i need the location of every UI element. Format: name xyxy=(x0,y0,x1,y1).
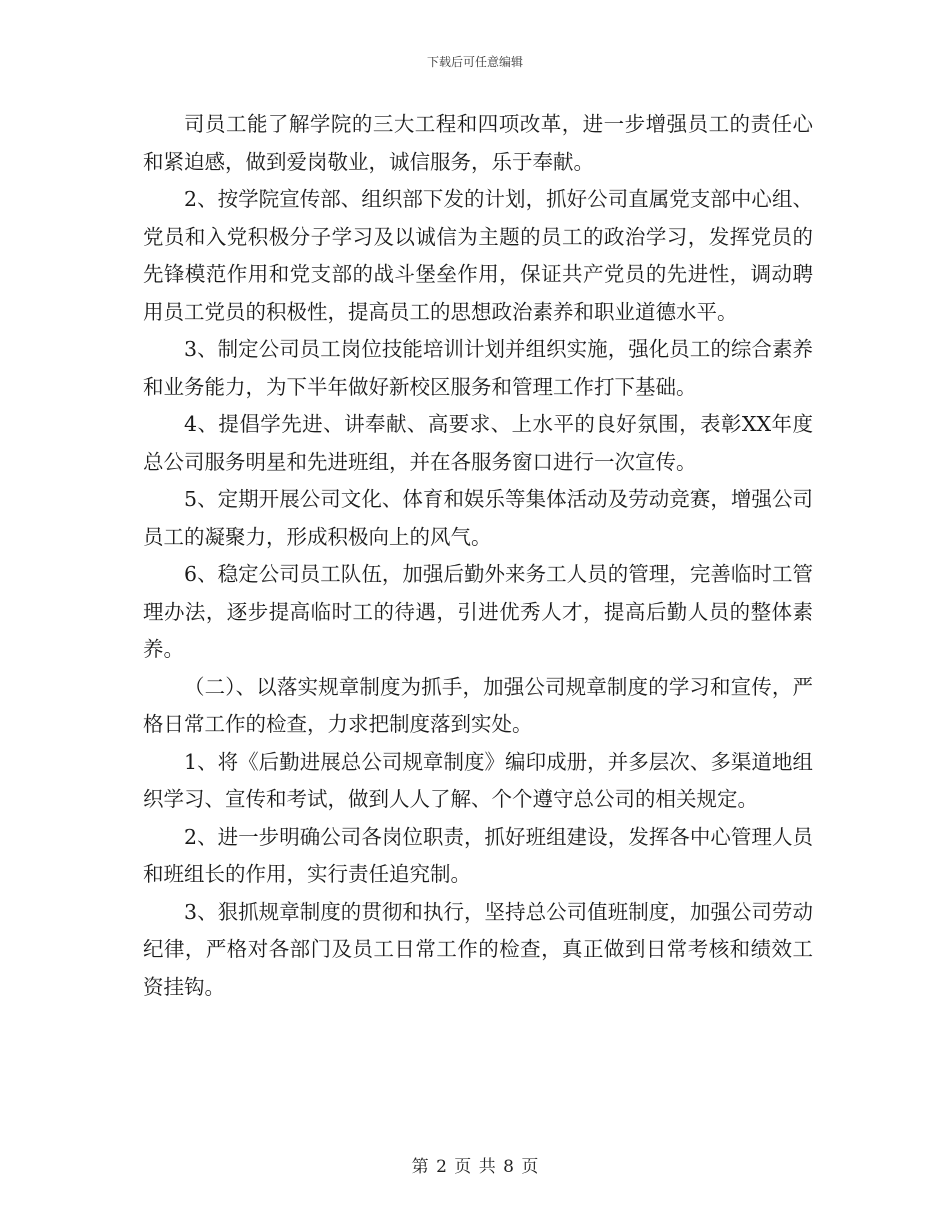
paragraph: 4、提倡学先进、讲奉献、高要求、上水平的良好氛围，表彰XX年度总公司服务明星和先进班组，并在各服务窗口进行一次宣传。 xyxy=(143,412,813,474)
paragraph: 6、稳定公司员工队伍，加强后勤外来务工人员的管理，完善临时工管理办法，逐步提高临时工的待遇，引进优秀人才，提高后勤人员的整体素养。 xyxy=(143,562,813,661)
paragraph: 3、狠抓规章制度的贯彻和执行，坚持总公司值班制度，加强公司劳动纪律，严格对各部门及员工日常工作的检查，真正做到日常考核和绩效工资挂钩。 xyxy=(143,899,813,999)
section-heading-paragraph: （二）、以落实规章制度为抓手，加强公司规章制度的学习和宣传，严格日常工作的检查，力求把制度落到实处。 xyxy=(143,674,813,736)
paragraph: 5、定期开展公司文化、体育和娱乐等集体活动及劳动竞赛，增强公司员工的凝聚力，形成积极向上的风气。 xyxy=(143,487,813,549)
paragraph: 2、进一步明确公司各岗位职责，抓好班组建设，发挥各中心管理人员和班组长的作用，实行责任追究制。 xyxy=(143,824,813,886)
page-number-footer: 第 2 页 共 8 页 xyxy=(411,1157,539,1177)
paragraph: 3、制定公司员工岗位技能培训计划并组织实施，强化员工的综合素养和业务能力，为下半年做好新校区服务和管理工作打下基础。 xyxy=(143,337,813,399)
paragraph: 司员工能了解学院的三大工程和四项改革，进一步增强员工的责任心和紧迫感，做到爱岗敬业，诚信服务，乐于奉献。 xyxy=(143,112,813,174)
page-header: 下载后可任意编辑 xyxy=(426,55,523,69)
document-body xyxy=(143,106,813,1006)
paragraph: 1、将《后勤进展总公司规章制度》编印成册，并多层次、多渠道地组织学习、宣传和考试，做到人人了解、个个遵守总公司的相关规定。 xyxy=(143,749,813,811)
paragraph: 2、按学院宣传部、组织部下发的计划，抓好公司直属党支部中心组、党员和入党积极分子学习及以诚信为主题的员工的政治学习，发挥党员的先锋模范作用和党支部的战斗堡垒作用，保证共产党员的先进性，调动聘用员工党员的积极性，提高员工的思想政治素养和职业道德水平。 xyxy=(143,187,813,324)
